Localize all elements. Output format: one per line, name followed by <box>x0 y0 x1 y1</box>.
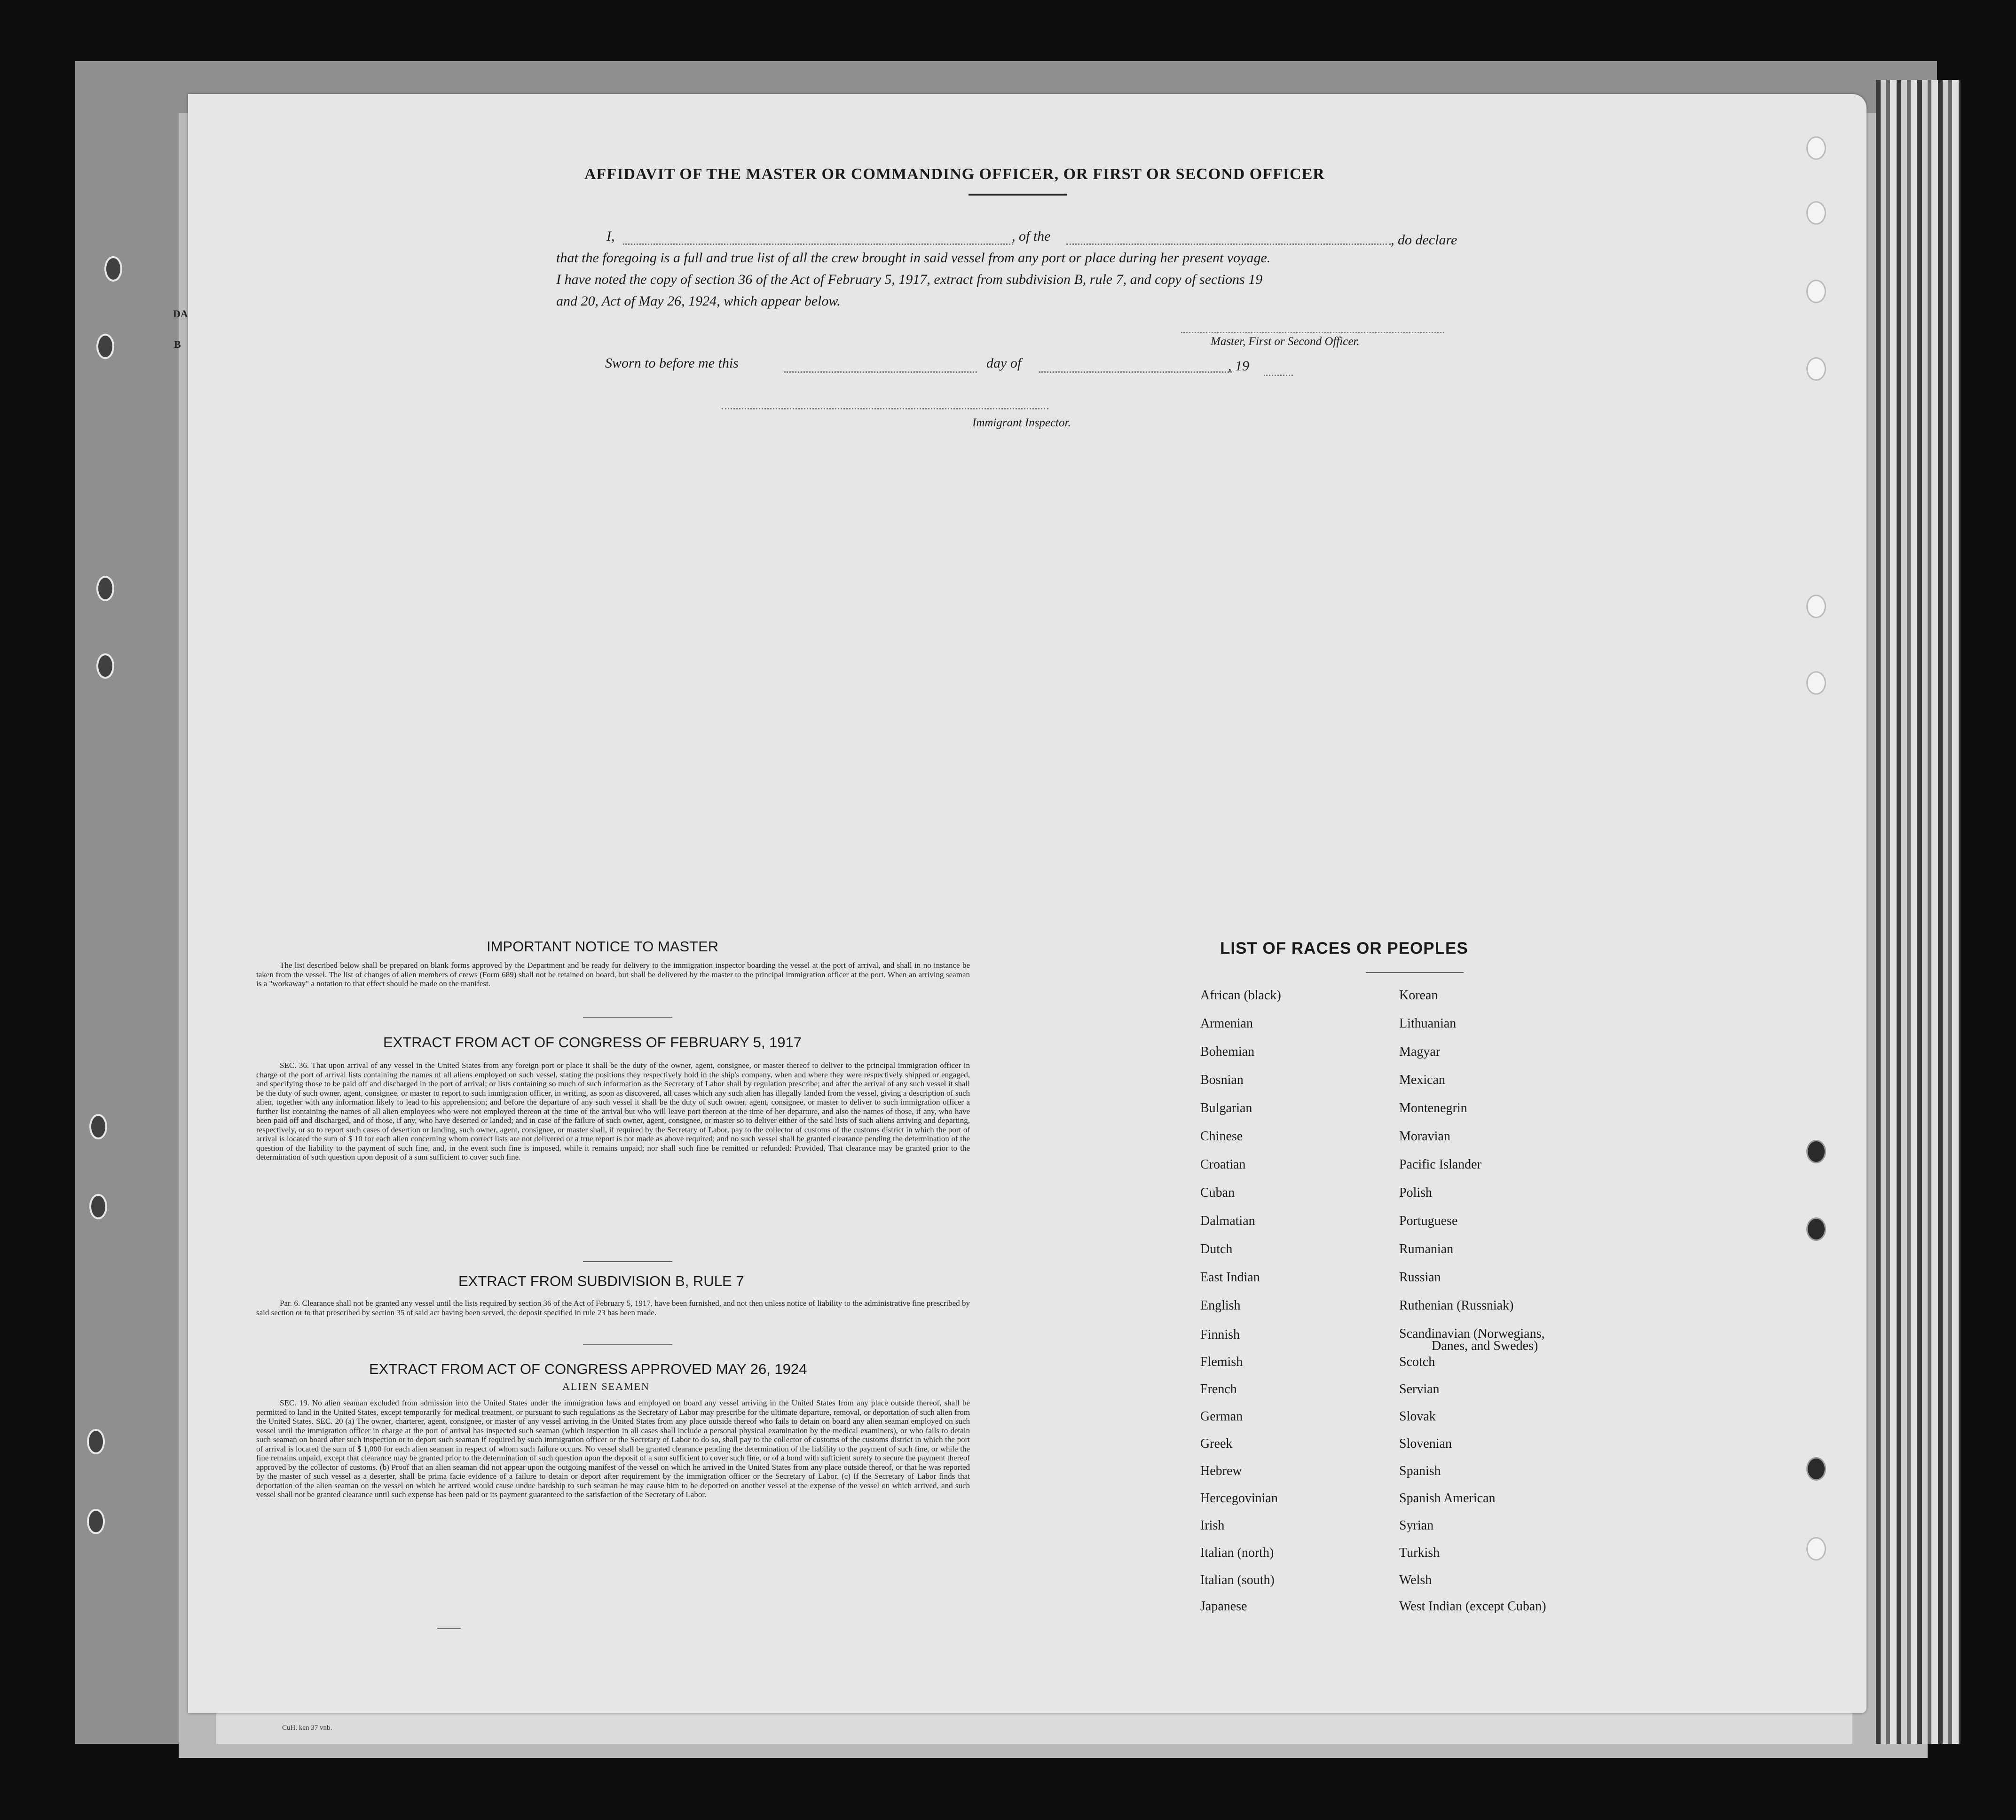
extract-1924-subtitle: ALIEN SEAMEN <box>562 1381 650 1392</box>
margin-fragment-1: DA <box>173 308 188 320</box>
race-right: Servian <box>1399 1382 1440 1396</box>
margin-fragment-2: B <box>174 338 181 350</box>
race-right: Slovenian <box>1399 1436 1452 1451</box>
affidavit-body-line-2: I have noted the copy of section 36 of the Act of February 5, 1917, extract from subdivision B, rule 7, and copy of sections 19 <box>556 272 1263 287</box>
race-right: Pacific Islander <box>1399 1157 1481 1172</box>
race-left: Hebrew <box>1200 1464 1242 1478</box>
race-right: West Indian (except Cuban) <box>1399 1599 1546 1614</box>
master-signature-line <box>1181 332 1444 333</box>
extract-1924-title: EXTRACT FROM ACT OF CONGRESS APPROVED MAY 26, 1924 <box>369 1361 807 1377</box>
ring-hole <box>1806 280 1826 303</box>
race-right: Spanish <box>1399 1464 1441 1478</box>
race-right: Welsh <box>1399 1573 1432 1587</box>
race-left: German <box>1200 1409 1243 1424</box>
race-right: Scandinavian (Norwegians, <box>1399 1326 1545 1341</box>
race-right-continuation: Danes, and Swedes) <box>1432 1339 1538 1353</box>
race-left: Italian (south) <box>1200 1573 1275 1587</box>
race-right: Korean <box>1399 988 1438 1003</box>
notice-title: IMPORTANT NOTICE TO MASTER <box>487 938 719 955</box>
master-signature-label: Master, First or Second Officer. <box>1211 335 1360 348</box>
race-left: Bulgarian <box>1200 1101 1252 1115</box>
race-left: French <box>1200 1382 1237 1396</box>
inspector-signature-line <box>722 408 1048 409</box>
inspector-signature-label: Immigrant Inspector. <box>972 416 1071 429</box>
name-blank <box>623 243 1013 245</box>
punch-hole <box>104 256 122 282</box>
race-right: Rumanian <box>1399 1242 1454 1256</box>
notice-text: The list described below shall be prepared on blank forms approved by the Department and be ready for delivery to the immigration inspector boarding the vessel at the port of arrival, and shall in no instance be taken from the vessel. The list of changes of alien members of crews (Form 689) shall not be retained on board, but shall be delivered by the master to the principal immigration officer at the port. When an arriving seaman is a "workaway" a notation to that effect should be made on the manifest. <box>256 961 970 988</box>
race-left: Greek <box>1200 1436 1233 1451</box>
race-left: Finnish <box>1200 1327 1240 1342</box>
race-left: Bosnian <box>1200 1073 1244 1087</box>
race-right: Montenegrin <box>1399 1101 1467 1115</box>
race-left: Croatian <box>1200 1157 1246 1172</box>
day-of-label: day of <box>986 355 1022 371</box>
race-left: Dutch <box>1200 1242 1233 1256</box>
affidavit-body-line-1: that the foregoing is a full and true list of all the crew brought in said vessel from any port or place during her present voyage. <box>556 250 1271 266</box>
ring-hole <box>1806 357 1826 381</box>
affidavit-body-line-3: and 20, Act of May 26, 1924, which appear below. <box>556 293 841 309</box>
punch-hole <box>89 1114 107 1139</box>
extract-1924-text: SEC. 19. No alien seaman excluded from admission into the United States under the immigration laws and employed on board any vessel arriving in the United States from any place outside thereof, shall be permitted to land in the United States, except temporarily for medical treatment, or pursuant to such regulations as the Secretary of Labor may prescribe for the ultimate departure, removal, or deportation of such alien from the United States. SEC. 20 (a) The owner, charterer, agent, consignee, or master of any vessel arriving in the United States from any place outside thereof who fails to detain on board any alien seaman employed on such vessel until the immigration officer in charge at the port of arrival has inspected such seaman (which inspection in all cases shall include a personal physical examination by the medical examiners), or who fails to detain such seaman on board after such inspection or to deport such seaman if required by such immigration officer or the Secretary of Labor to do so, shall pay to the collector of customs of the customs district in which the port of arrival is located the sum of $ 1,000 for each alien seaman in respect of whom such failure occurs. No vessel shall be granted clearance pending the determination of the liability to the payment of such fine, or while the fine remains unpaid, except that clearance may be granted prior to the determination of such question upon the deposit of a sum sufficient to cover such fine, or of a bond with sufficient surety to secure the payment thereof approved by the collector of customs. (b) Proof that an alien seaman did not appear upon the outgoing manifest of the vessel on which he arrived in the United States from any place outside thereof, or that he was reported by the master of such vessel as a deserter, shall be prima facie evidence of a failure to detain or deport after requirement by the immigration officer or the Secretary of Labor. (c) If the Secretary of Labor finds that deportation of the alien seaman on the vessel on which he arrived would cause undue hardship to such seaman he may cause him to be deported on another vessel at the expense of the vessel on which arrived, and such vessel shall not be granted clearance until such expense has been paid or its payment guaranteed to the satisfaction of the Secretary of Labor. <box>256 1398 970 1499</box>
punch-hole <box>87 1509 105 1534</box>
ring-hole <box>1806 1457 1826 1481</box>
sworn-label: Sworn to before me this <box>605 355 739 371</box>
race-left: Flemish <box>1200 1355 1243 1369</box>
affidavit-i-label: I, <box>606 228 615 244</box>
race-left: Dalmatian <box>1200 1214 1255 1228</box>
race-left: Cuban <box>1200 1185 1235 1200</box>
vessel-blank <box>1066 243 1391 245</box>
race-right: Russian <box>1399 1270 1441 1285</box>
race-left: Irish <box>1200 1518 1225 1533</box>
punch-hole <box>96 576 114 601</box>
printer-note: CuH. ken 37 vnb. <box>282 1724 332 1732</box>
year-blank <box>1264 375 1293 376</box>
race-left: English <box>1200 1298 1241 1313</box>
race-left: East Indian <box>1200 1270 1260 1285</box>
ring-hole <box>1806 136 1826 160</box>
ring-hole <box>1806 1217 1826 1241</box>
race-right: Moravian <box>1399 1129 1450 1144</box>
race-right: Spanish American <box>1399 1491 1496 1506</box>
races-title-rule <box>1366 972 1464 973</box>
year-prefix: , 19 <box>1228 358 1249 374</box>
ring-hole <box>1806 201 1826 225</box>
affidavit-title: AFFIDAVIT OF THE MASTER OR COMMANDING OFFICER, OR FIRST OR SECOND OFFICER <box>584 165 1325 183</box>
races-title: LIST OF RACES OR PEOPLES <box>1220 939 1468 957</box>
extract-1917-text: SEC. 36. That upon arrival of any vessel in the United States from any foreign port or place it shall be the duty of the owner, agent, consignee, or master thereof to deliver to the principal immigration officer in charge of the port of arrival lists containing the names of all aliens employed on such vessel, stating the positions they respectively hold in the ship's company, when and where they were respectively shipped or engaged, and specifying those to be paid off and discharged in the port of arrival; or lists containing so much of such information as the Secretary of Labor shall by regulation prescribe; and after the arrival of any such vessel it shall be the duty of such owner, agent, consignee, or master to report to such immigration officer, in writing, as soon as discovered, all cases which any such alien has illegally landed from the vessel, giving a description of such alien, together with any information likely to lead to his apprehension; and before the departure of any such vessel it shall be the duty of such owner, agent, consignee, or master to deliver to such immigration officer a further list containing the names of all alien employees who were not employed thereon at the time of the arrival but who will leave port thereon at the time of her departure, and also the names of those, if any, who have been paid off and discharged, and of those, if any, who have deserted or landed; and in case of the failure of such owner, agent, consignee, or master so to deliver either of the said lists of such aliens arriving and departing, respectively, or so to report such cases of desertion or landing, such owner, agent, consignee, or master shall, if required by the Secretary of Labor, pay to the collector of customs of the customs district in which the port of arrival is located the sum of $ 10 for each alien concerning whom correct lists are not delivered or a true report is not made as above required; and no such vessel shall be granted clearance pending the determination of the question of the liability to the payment of such fine, and, in the event such fine is imposed, while it remains unpaid; nor shall such fine be remitted or refunded: Provided, That clearance may be granted prior to the determination of such question upon deposit of a sum sufficient to cover such fine. <box>256 1061 970 1161</box>
punch-hole <box>89 1194 107 1219</box>
race-right: Slovak <box>1399 1409 1436 1424</box>
affidavit-of-the: , of the <box>1012 228 1051 244</box>
punch-hole <box>96 653 114 679</box>
race-right: Ruthenian (Russniak) <box>1399 1298 1514 1313</box>
race-right: Polish <box>1399 1185 1433 1200</box>
punch-hole <box>87 1429 105 1454</box>
race-right: Magyar <box>1399 1044 1441 1059</box>
day-blank <box>784 371 977 373</box>
race-right: Lithuanian <box>1399 1016 1457 1031</box>
rule7-title: EXTRACT FROM SUBDIVISION B, RULE 7 <box>458 1273 744 1289</box>
race-right: Turkish <box>1399 1545 1440 1560</box>
race-left: Armenian <box>1200 1016 1253 1031</box>
race-right: Mexican <box>1399 1073 1445 1087</box>
race-left: Italian (north) <box>1200 1545 1274 1560</box>
section-divider <box>583 1344 672 1345</box>
race-left: Chinese <box>1200 1129 1243 1144</box>
punch-hole <box>96 334 114 359</box>
stacked-page-edges <box>1876 80 1961 1744</box>
race-left: Bohemian <box>1200 1044 1255 1059</box>
lower-sheet-strip <box>216 1711 1852 1744</box>
race-right: Scotch <box>1399 1355 1435 1369</box>
race-right: Portuguese <box>1399 1214 1458 1228</box>
ring-hole <box>1806 595 1826 618</box>
title-underline <box>969 194 1067 196</box>
ring-hole <box>1806 1537 1826 1561</box>
race-left: Japanese <box>1200 1599 1247 1614</box>
section-divider <box>437 1628 461 1629</box>
ring-hole <box>1806 1140 1826 1163</box>
race-right: Syrian <box>1399 1518 1434 1533</box>
section-divider <box>583 1017 672 1018</box>
ring-hole <box>1806 671 1826 695</box>
affidavit-do-declare: , do declare <box>1391 232 1457 248</box>
race-left: Hercegovinian <box>1200 1491 1278 1506</box>
section-divider <box>583 1261 672 1262</box>
month-blank <box>1039 371 1232 373</box>
rule7-text: Par. 6. Clearance shall not be granted any vessel until the lists required by section 36 of the Act of February 5, 1917, have been furnished, and not then unless notice of liability to the administrative fine prescribed by said section or to that prescribed by section 35 of said act having been served, the deposit specified in rule 23 has been made. <box>256 1299 970 1317</box>
extract-1917-title: EXTRACT FROM ACT OF CONGRESS OF FEBRUARY 5, 1917 <box>383 1034 802 1051</box>
race-left: African (black) <box>1200 988 1281 1003</box>
